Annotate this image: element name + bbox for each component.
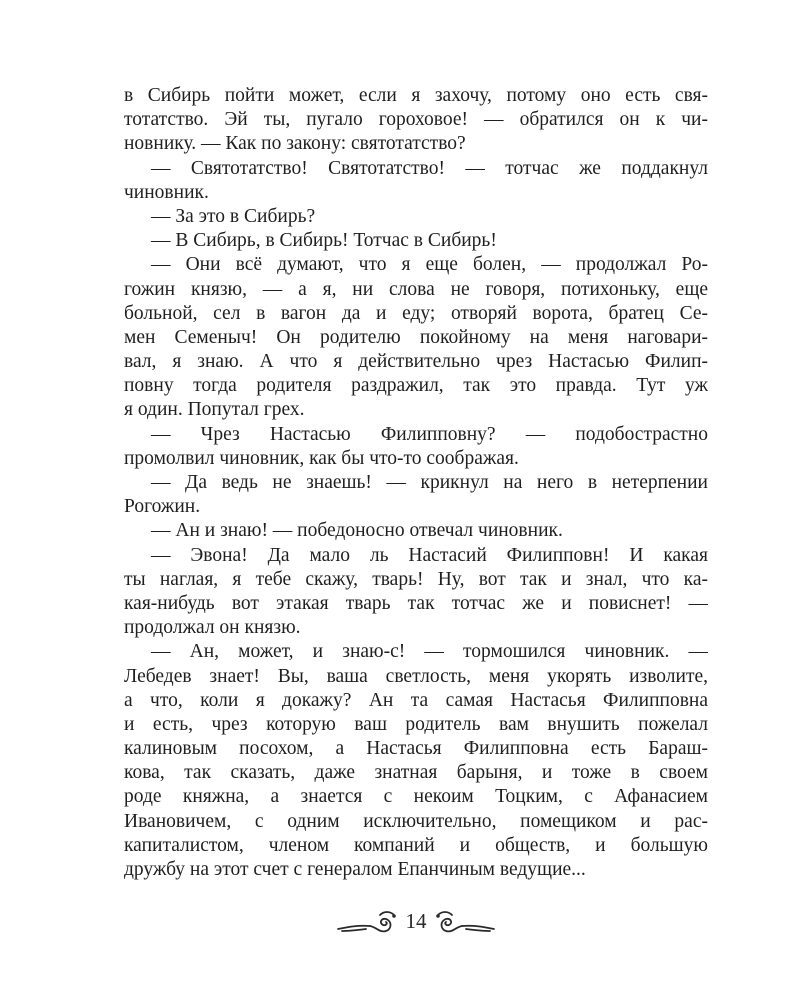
- text-line: повну тогда родителя раздражил, так это правда. Тут уж: [124, 375, 708, 397]
- text-line: вал, я знаю. А что я действительно чрез Настасью Филип-: [124, 351, 708, 373]
- text-line: мен Семеныч! Он родителю покойному на меня наговари-: [124, 326, 708, 348]
- page-footer: [0, 903, 800, 943]
- text-line: — Ан и знаю! — победоносно отвечал чиновник.: [151, 520, 563, 542]
- text-line: — В Сибирь, в Сибирь! Тотчас в Сибирь!: [151, 230, 497, 252]
- text-line: промолвил чиновник, как бы что-то соображая.: [124, 447, 519, 469]
- text-line: больной, сел в вагон да и еду; отворяй ворота, братец Се-: [124, 302, 708, 324]
- text-line: в Сибирь пойти может, если я захочу, потому оно есть свя-: [124, 85, 708, 106]
- text-line: — Чрез Настасью Филипповну? — подобострастно: [151, 423, 708, 445]
- text-line: роде княжна, а знается с некоим Тоцким, с Афанасием: [124, 786, 708, 808]
- scroll-ornament-right-icon: [434, 907, 496, 939]
- text-line: я один. Попутал грех.: [124, 399, 305, 421]
- text-line: Рогожин.: [124, 496, 201, 518]
- text-line: Ивановичем, с одним исключительно, помещиком и рас-: [124, 810, 708, 832]
- text-line: и есть, чрез которую ваш родитель вам внушить пожелал: [124, 713, 708, 735]
- text-line: — Они всё думают, что я еще болен, — продолжал Ро-: [151, 254, 708, 276]
- text-line: — Святотатство! Святотатство! — тотчас же поддакнул: [151, 157, 708, 179]
- text-line: — Ан, может, и знаю-с! — тормошился чиновник. —: [151, 641, 708, 663]
- text-line: новнику. — Как по закону: святотатство?: [124, 133, 466, 155]
- text-line: гожин князю, — а я, ни слова не говоря, потихоньку, еще: [124, 278, 708, 300]
- text-line: дружбу на этот счет с генералом Епанчиным ведущие...: [124, 859, 586, 880]
- text-line: а что, коли я докажу? Ан та самая Настасья Филипповна: [124, 689, 708, 711]
- text-line: чиновник.: [124, 181, 209, 203]
- text-line: ты наглая, я тебе скажу, тварь! Ну, вот так и знал, что ка-: [124, 568, 708, 590]
- text-line: продолжал он князю.: [124, 617, 301, 639]
- text-line: — За это в Сибирь?: [151, 205, 316, 227]
- text-line: калиновым посохом, а Настасья Филипповна есть Бараш-: [124, 738, 708, 760]
- text-line: — Эвона! Да мало ль Настасий Филипповн! И какая: [151, 544, 708, 566]
- text-line: капиталистом, членом компаний и обществ, и большую: [124, 834, 708, 856]
- scroll-ornament-left-icon: [336, 907, 398, 939]
- text-line: тотатство. Эй ты, пугало гороховое! — обратился он к чи-: [124, 109, 708, 131]
- text-line: — Да ведь не знаешь! — крикнул на него в нетерпении: [151, 472, 708, 493]
- text-line: кая-нибудь вот этакая тварь так тотчас же и повиснет! —: [124, 592, 708, 614]
- body-text: [124, 84, 708, 882]
- page-number: 14: [405, 909, 427, 933]
- text-line: кова, так сказать, даже знатная барыня, и тоже в своем: [124, 762, 708, 784]
- text-line: Лебедев знает! Вы, ваша светлость, меня укорять изволите,: [124, 665, 708, 687]
